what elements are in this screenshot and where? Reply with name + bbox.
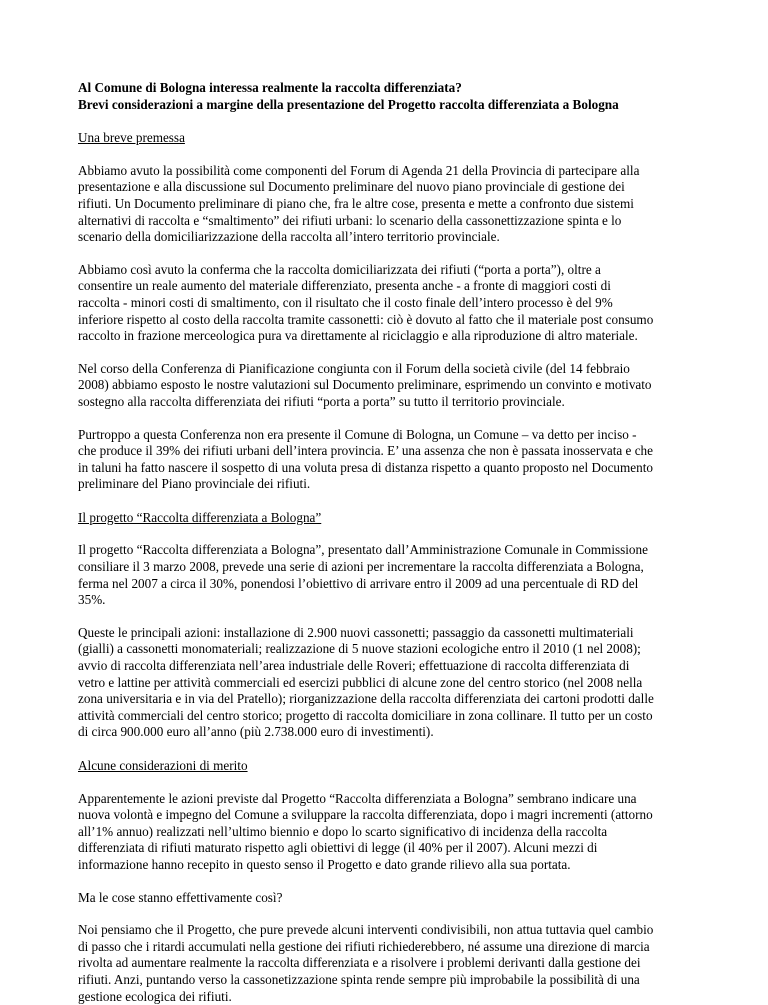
text-line: Nel corso della Conferenza di Pianificazione congiunta con il Forum della società civile (del 14 febbraio [78, 360, 630, 376]
text-line: rifiuti. Un Documento preliminare di piano che, fra le altre cose, presenta e mette a confronto due sistemi [78, 195, 634, 211]
paragraph [78, 262, 698, 345]
text-line: di passo che i ritardi accumulati nella gestione dei rifiuti richiederebbero, né assume una direzione di marcia [78, 938, 650, 954]
text-line: raccolto in frazione merceologica pura va direttamente al riciclaggio e alla riproduzione di altro materiale. [78, 328, 638, 344]
paragraph [78, 791, 698, 874]
text-line: informazione hanno recepito in questo senso il Progetto e dato grande rilievo alla sua portata. [78, 856, 571, 872]
text-line: Abbiamo così avuto la conferma che la raccolta domiciliarizzata dei rifiuti (“porta a porta”), oltre a [78, 261, 601, 277]
document-page [78, 80, 698, 1005]
paragraph [78, 890, 698, 907]
text-line: Abbiamo avuto la possibilità come componenti del Forum di Agenda 21 della Provincia di partecipare alla [78, 162, 640, 178]
document-subtitle: Brevi considerazioni a margine della presentazione del Progetto raccolta differenziata a Bologna [78, 96, 619, 112]
text-line: ferma nel 2007 a circa il 30%, ponendosi l’obiettivo di arrivare entro il 2009 ad una percentuale di RD del [78, 575, 639, 591]
text-line: in taluni ha fatto nascere il sospetto di una voluta presa di distanza rispetto a quanto proposto nel Documento [78, 459, 653, 475]
paragraph [78, 427, 698, 493]
text-line: avvio di raccolta differenziata nell’area industriale delle Roveri; effettuazione di raccolta differenziata di [78, 658, 630, 674]
paragraph [78, 922, 698, 1005]
paragraph [78, 542, 698, 608]
document-title: Al Comune di Bologna interessa realmente la raccolta differenziata? [78, 80, 462, 95]
text-line: consentire un reale aumento del materiale differenziato, presenta anche - a fronte di maggiori costi di [78, 278, 611, 294]
text-line: Apparentemente le azioni previste dal Progetto “Raccolta differenziata a Bologna” sembrano indicare una [78, 790, 637, 806]
text-line: presentazione e alla discussione sul Documento preliminare del nuovo piano provinciale di gestione dei [78, 179, 625, 195]
paragraph [78, 163, 698, 246]
text-line: rivolta ad aumentare realmente la raccolta differenziata e a risolvere i problemi derivanti dalla gestione dei [78, 955, 641, 971]
text-line: sostegno alla raccolta differenziata dei rifiuti “porta a porta” su tutto il territorio provinciale. [78, 393, 565, 409]
text-line: vetro e lattine per attività commerciali ed esercizi pubblici di alcune zone del centro storico (nel 2008 nella [78, 674, 643, 690]
text-line: rifiuti. Anzi, puntando verso la cassonetizzazione spinta rende sempre più improbabile la possibilità di una [78, 971, 640, 987]
text-line: all’1% annuo) realizzati nell’ultimo biennio e dopo lo scarto significativo di incidenza della raccolta [78, 823, 608, 839]
paragraph [78, 625, 698, 741]
text-line: di circa 900.000 euro all’anno (più 2.738.000 euro di investimenti). [78, 724, 434, 740]
section-heading-considerazioni: Alcune considerazioni di merito [78, 758, 248, 773]
text-line: inferiore rispetto al costo della raccolta tramite cassonetti: ciò è dovuto al fatto che il materiale post consumo [78, 311, 654, 327]
text-line: Ma le cose stanno effettivamente così? [78, 889, 283, 905]
text-line: preliminare del Piano provinciale dei rifiuti. [78, 476, 311, 492]
text-line: differenziata di rifiuti maturato rispetto agli obiettivi di legge (il 40% per il 2007). Alcuni mezzi di [78, 840, 598, 856]
text-line: alternativi di raccolta e “smaltimento” dei rifiuti urbani: lo scenario della cassonettizzazione spinta e lo [78, 212, 622, 228]
text-line: nuova volontà e impegno del Comune a sviluppare la raccolta differenziata, dopo i magri incrementi (attorno [78, 807, 653, 823]
text-line: Queste le principali azioni: installazione di 2.900 nuovi cassonetti; passaggio da cassonetti multimateriali [78, 624, 634, 640]
text-line: scenario della domiciliarizzazione della raccolta all’intero territorio provinciale. [78, 229, 500, 245]
text-line: 35%. [78, 592, 106, 608]
text-line: consiliare il 3 marzo 2008, prevede una serie di azioni per incrementare la raccolta differenziata a Bologna, [78, 559, 644, 575]
text-line: Purtroppo a questa Conferenza non era presente il Comune di Bologna, un Comune – va detto per inciso - [78, 426, 637, 442]
text-line: (gialli) a cassonetti monomateriali; realizzazione di 5 nuove stazioni ecologiche entro il 2010 (1 nel 2008); [78, 641, 641, 657]
text-line: attività commerciali del centro storico; progetto di raccolta domiciliare in zona collinare. Il tutto per un costo [78, 707, 653, 723]
text-line: Il progetto “Raccolta differenziata a Bologna”, presentato dall’Amministrazione Comunale in Commissione [78, 542, 648, 558]
paragraph [78, 361, 698, 411]
text-line: zona universitaria e in via del Pratello); riorganizzazione della raccolta differenziata dei cartoni prodotti dalle [78, 691, 654, 707]
text-line: Noi pensiamo che il Progetto, che pure prevede alcuni interventi condivisibili, non attua tuttavia quel cambio [78, 922, 654, 938]
section-heading-premessa: Una breve premessa [78, 130, 185, 146]
section-heading-progetto: Il progetto “Raccolta differenziata a Bologna” [78, 509, 322, 525]
text-line: raccolta - minori costi di smaltimento, con il risultato che il costo finale dell’intero processo è del 9% [78, 294, 613, 310]
text-line: gestione ecologica dei rifiuti. [78, 988, 232, 1004]
text-line: che produce il 39% dei rifiuti urbani dell’intera provincia. E’ una assenza che non è passata inosservata e che [78, 443, 654, 459]
text-line: 2008) abbiamo esposto le nostre valutazioni sul Documento preliminare, esprimendo un convinto e motivato [78, 377, 652, 393]
